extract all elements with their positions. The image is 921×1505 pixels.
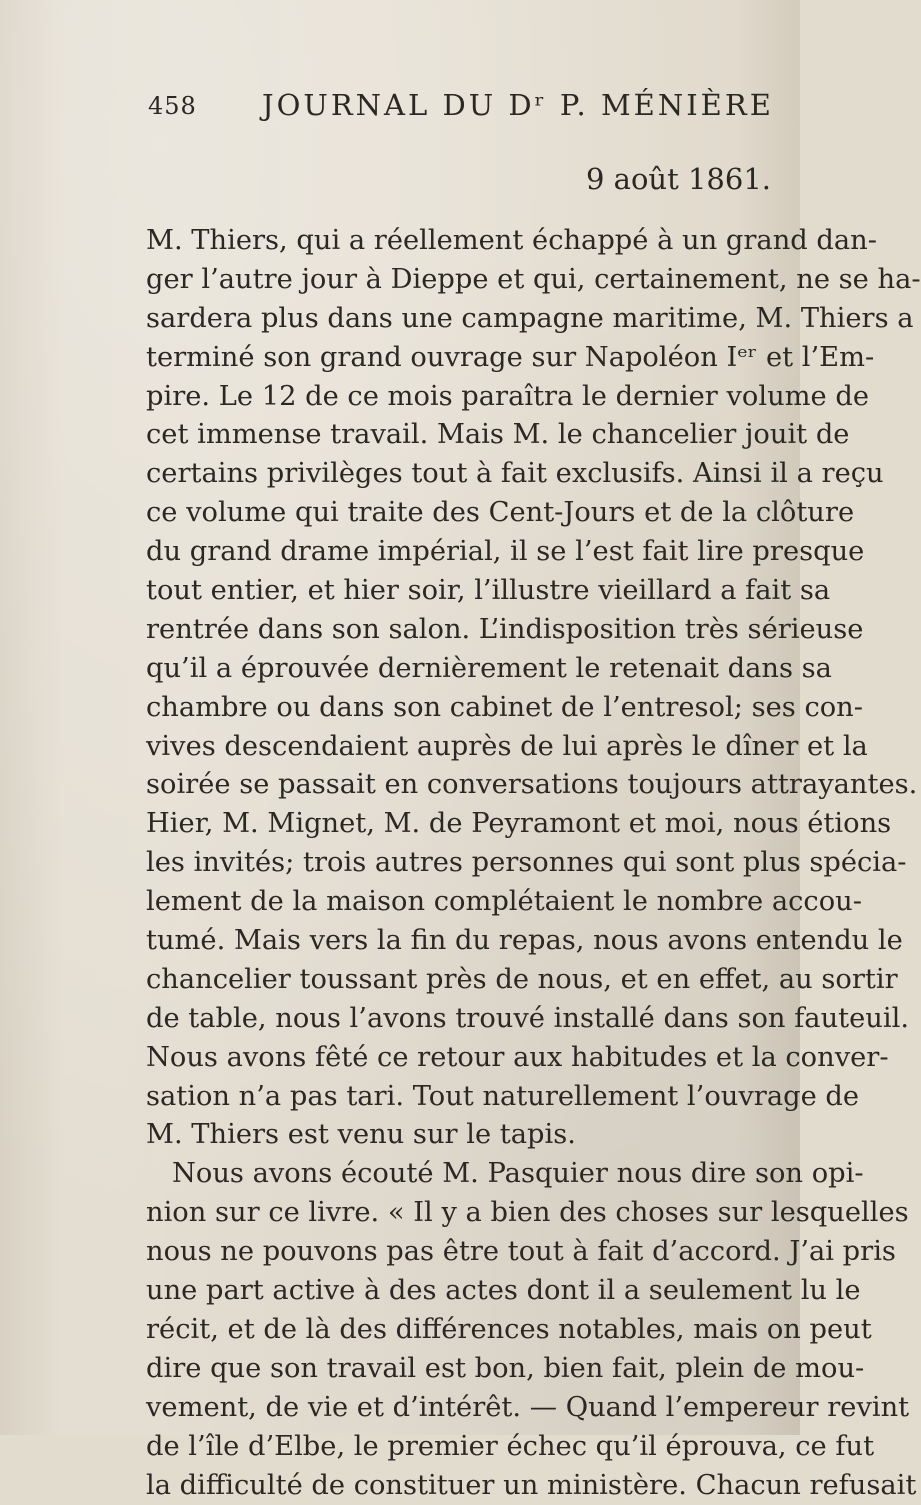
text-line-21: de table, nous l’avons trouvé installé dans son fauteuil.	[146, 1000, 730, 1039]
text-line-22: Nous avons fêté ce retour aux habitudes et la conver-	[146, 1039, 730, 1078]
text-line-6: cet immense travail. Mais M. le chancelier jouit de	[146, 416, 730, 455]
text-line-9: du grand drame impérial, il se l’est fait lire presque	[146, 533, 730, 572]
text-line-5: pire. Le 12 de ce mois paraîtra le dernier volume de	[146, 378, 730, 417]
text-line-1: M. Thiers, qui a réellement échappé à un grand dan-	[146, 222, 730, 261]
text-line-13: chambre ou dans son cabinet de l’entresol; ses con-	[146, 689, 730, 728]
text-line-15: soirée se passait en conversations toujours attrayantes.	[146, 766, 730, 805]
text-line-11: rentrée dans son salon. L’indisposition très sérieuse	[146, 611, 730, 650]
entry-date: 9 août 1861.	[586, 162, 771, 196]
text-line-7: certains privilèges tout à fait exclusifs. Ainsi il a reçu	[146, 455, 730, 494]
text-line-29: récit, et de là des différences notables, mais on peut	[146, 1311, 730, 1350]
text-line-12: qu’il a éprouvée dernièrement le retenait dans sa	[146, 650, 730, 689]
text-line-27: nous ne pouvons pas être tout à fait d’accord. J’ai pris	[146, 1233, 730, 1272]
text-line-18: lement de la maison complétaient le nombre accou-	[146, 883, 730, 922]
text-line-19: tumé. Mais vers la fin du repas, nous avons entendu le	[146, 922, 730, 961]
text-line-32: de l’île d’Elbe, le premier échec qu’il éprouva, ce fut	[146, 1428, 730, 1467]
text-line-26: nion sur ce livre. « Il y a bien des choses sur lesquelles	[146, 1194, 730, 1233]
text-line-33: la difficulté de constituer un ministère. Chacun refusait	[146, 1467, 730, 1505]
text-line-10: tout entier, et hier soir, l’illustre vieillard a fait sa	[146, 572, 730, 611]
text-line-8: ce volume qui traite des Cent-Jours et de la clôture	[146, 494, 730, 533]
text-line-2: ger l’autre jour à Dieppe et qui, certainement, ne se ha-	[146, 261, 730, 300]
running-title: JOURNAL DU Dʳ P. MÉNIÈRE	[262, 88, 774, 122]
text-line-28: une part active à des actes dont il a seulement lu le	[146, 1272, 730, 1311]
text-line-3: sardera plus dans une campagne maritime, M. Thiers a	[146, 300, 730, 339]
text-line-14: vives descendaient auprès de lui après le dîner et la	[146, 728, 730, 767]
text-line-30: dire que son travail est bon, bien fait, plein de mou-	[146, 1350, 730, 1389]
text-line-17: les invités; trois autres personnes qui sont plus spécia-	[146, 844, 730, 883]
page-number: 458	[148, 92, 197, 120]
text-line-4: terminé son grand ouvrage sur Napoléon Iᵉʳ et l’Em-	[146, 339, 730, 378]
text-line-20: chancelier toussant près de nous, et en effet, au sortir	[146, 961, 730, 1000]
text-line-24: M. Thiers est venu sur le tapis.	[146, 1116, 730, 1155]
text-line-16: Hier, M. Mignet, M. de Peyramont et moi, nous étions	[146, 805, 730, 844]
page-header	[148, 88, 748, 128]
text-line-23: sation n’a pas tari. Tout naturellement l’ouvrage de	[146, 1078, 730, 1117]
text-line-31: vement, de vie et d’intérêt. — Quand l’empereur revint	[146, 1389, 730, 1428]
body-text	[146, 222, 730, 1505]
text-line-25: Nous avons écouté M. Pasquier nous dire son opi-	[146, 1155, 730, 1194]
